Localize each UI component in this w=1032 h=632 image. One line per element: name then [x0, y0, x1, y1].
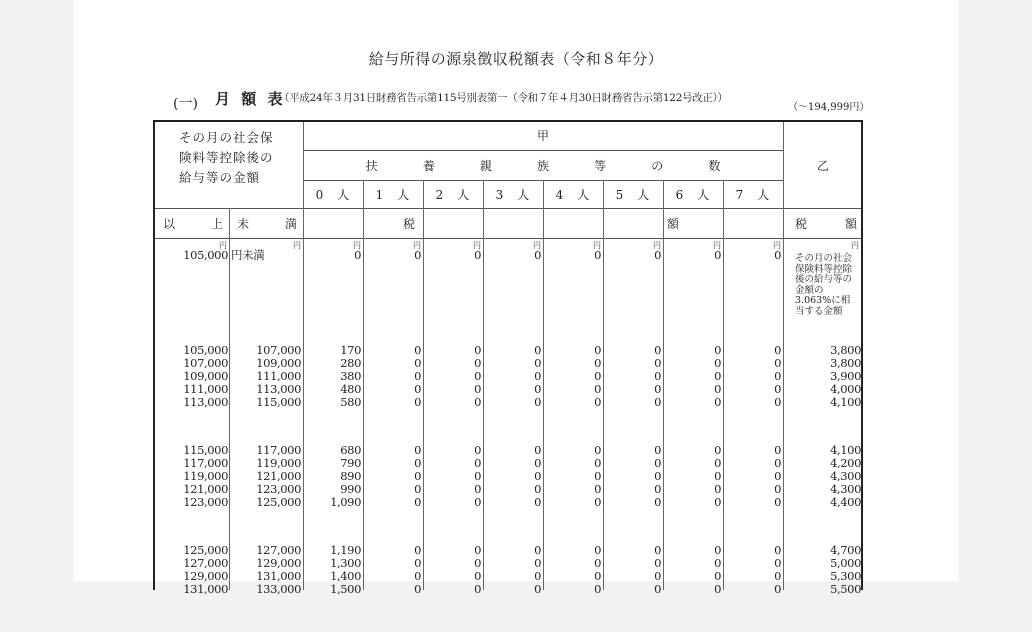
table-cell: 580 [340, 395, 361, 409]
header-line: 険料等控除後の [179, 150, 274, 165]
row-group [711, 345, 781, 410]
table-cell: 0 [594, 469, 601, 483]
table-cell: 1,300 [330, 556, 361, 570]
table-cell: 0 [714, 495, 721, 509]
table-cell: 0 [774, 369, 781, 383]
header-tax-1: 税 [403, 217, 416, 231]
header-otsu-tax [795, 215, 857, 232]
table-cell: 0 [594, 343, 601, 357]
table-cell: 4,100 [830, 443, 861, 457]
unit-yen-label: 円 [293, 241, 301, 250]
section-number: (一) [173, 96, 198, 112]
header-ko: 甲 [536, 129, 549, 143]
cell: 0 [414, 248, 421, 262]
table-cell: 0 [534, 469, 541, 483]
table-cell: 0 [594, 456, 601, 470]
table-cell: 0 [714, 582, 721, 596]
table-cell: 123,000 [256, 482, 301, 496]
table-cell: 0 [654, 395, 661, 409]
table-cell: 115,000 [183, 443, 228, 457]
cell: 105,000 [183, 248, 228, 262]
table-cell: 0 [414, 482, 421, 496]
column-min [158, 240, 228, 632]
dependents-label-char: 数 [708, 159, 721, 173]
table-cell: 0 [714, 343, 721, 357]
document-page [73, 0, 959, 596]
row-group [158, 445, 228, 510]
table-cell: 0 [534, 456, 541, 470]
table-cell: 0 [714, 469, 721, 483]
table-cell: 0 [474, 395, 481, 409]
table-cell: 0 [714, 382, 721, 396]
table-cell: 380 [340, 369, 361, 383]
unit-yen-label: 円 [353, 241, 361, 250]
table-cell: 0 [534, 356, 541, 370]
table-cell: 4,300 [830, 482, 861, 496]
table-cell: 121,000 [183, 482, 228, 496]
section-title: 月 額 表 [215, 90, 286, 108]
table-cell: 990 [340, 482, 361, 496]
dependents-column-header: 4 人 [555, 188, 591, 202]
table-cell: 1,190 [330, 543, 361, 557]
table-cell: 4,300 [830, 469, 861, 483]
header-min [163, 215, 223, 232]
table-cell: 0 [414, 556, 421, 570]
cell: 0 [534, 248, 541, 262]
table-cell: 0 [474, 582, 481, 596]
dependents-column-header: 2 人 [435, 188, 471, 202]
range-note: （～194,999円） [788, 102, 870, 113]
table-cell: 0 [654, 356, 661, 370]
table-cell: 0 [414, 369, 421, 383]
table-cell: 0 [414, 582, 421, 596]
unit-yen-label: 円 [851, 241, 859, 250]
table-cell: 0 [474, 343, 481, 357]
table-cell: 0 [654, 469, 661, 483]
divider [303, 150, 783, 151]
table-cell: 0 [534, 369, 541, 383]
table-cell: 111,000 [183, 382, 228, 396]
header-dependents [303, 157, 783, 174]
table-cell: 0 [594, 369, 601, 383]
divider [155, 238, 861, 239]
table-cell: 133,000 [256, 582, 301, 596]
divider [229, 208, 230, 590]
table-cell: 790 [340, 456, 361, 470]
table-cell: 0 [654, 369, 661, 383]
header-amount-label [155, 122, 303, 210]
table-cell: 0 [714, 556, 721, 570]
table-cell: 117,000 [183, 456, 228, 470]
dependents-column-header: 0 人 [315, 188, 351, 202]
table-cell: 0 [414, 356, 421, 370]
unit-yen-label: 円 [713, 241, 721, 250]
cell: 0 [354, 248, 361, 262]
table-cell: 0 [534, 543, 541, 557]
row-group [158, 345, 228, 410]
row-group [791, 545, 861, 597]
withholding-tax-table [153, 120, 863, 596]
row-group [791, 445, 861, 510]
table-cell: 4,200 [830, 456, 861, 470]
dependents-label-char: 等 [594, 159, 607, 173]
divider [783, 122, 784, 590]
table-cell: 113,000 [256, 382, 301, 396]
table-cell: 127,000 [256, 543, 301, 557]
table-cell: 0 [774, 456, 781, 470]
table-cell: 0 [414, 456, 421, 470]
table-cell: 0 [414, 569, 421, 583]
table-cell: 4,400 [830, 495, 861, 509]
table-cell: 4,100 [830, 395, 861, 409]
table-cell: 0 [594, 443, 601, 457]
table-cell: 115,000 [256, 395, 301, 409]
table-cell: 0 [414, 443, 421, 457]
table-cell: 0 [774, 343, 781, 357]
dependents-column-header: 7 人 [735, 188, 771, 202]
table-cell: 111,000 [256, 369, 301, 383]
table-cell: 0 [594, 543, 601, 557]
table-cell: 0 [414, 395, 421, 409]
table-cell: 0 [774, 569, 781, 583]
table-cell: 4,000 [830, 382, 861, 396]
table-cell: 0 [714, 443, 721, 457]
dependents-label-char: 親 [479, 159, 492, 173]
table-cell: 0 [654, 543, 661, 557]
table-cell: 480 [340, 382, 361, 396]
row-group [711, 445, 781, 510]
cell: 0 [714, 248, 721, 262]
table-cell: 0 [474, 543, 481, 557]
table-cell: 0 [654, 495, 661, 509]
table-cell: 0 [474, 356, 481, 370]
table-cell: 0 [414, 343, 421, 357]
header-line: その月の社会保 [179, 130, 274, 145]
unit-yen-label: 円 [653, 241, 661, 250]
document-title: 給与所得の源泉徴収税額表（令和８年分） [368, 50, 664, 68]
table-cell: 0 [414, 382, 421, 396]
table-cell: 0 [474, 482, 481, 496]
table-cell: 0 [654, 456, 661, 470]
table-cell: 129,000 [256, 556, 301, 570]
table-cell: 0 [774, 395, 781, 409]
table-cell: 0 [474, 569, 481, 583]
cell: 0 [654, 248, 661, 262]
table-cell: 0 [774, 469, 781, 483]
table-cell: 0 [774, 582, 781, 596]
table-cell: 0 [474, 369, 481, 383]
table-cell: 0 [654, 382, 661, 396]
header-min-char: 上 [210, 217, 223, 231]
table-cell: 0 [594, 582, 601, 596]
table-cell: 0 [474, 495, 481, 509]
header-max [237, 215, 297, 232]
row-group [711, 545, 781, 597]
table-cell: 0 [654, 582, 661, 596]
table-cell: 0 [654, 569, 661, 583]
table-cell: 0 [474, 556, 481, 570]
table-cell: 0 [474, 469, 481, 483]
dependents-column-header: 1 人 [375, 188, 411, 202]
dependents-column-header: 6 人 [675, 188, 711, 202]
table-cell: 107,000 [256, 343, 301, 357]
table-cell: 280 [340, 356, 361, 370]
table-cell: 0 [774, 543, 781, 557]
table-cell: 0 [654, 482, 661, 496]
cell: 0 [774, 248, 781, 262]
section-reference: （平成24年３月31日財務省告示第115号別表第一（令和７年４月30日財務省告示第122号改正）） [279, 92, 728, 104]
section-heading [173, 88, 873, 114]
table-cell: 117,000 [256, 443, 301, 457]
header-otsu: 乙 [816, 159, 829, 173]
table-cell: 0 [534, 382, 541, 396]
table-cell: 107,000 [183, 356, 228, 370]
table-cell: 0 [714, 356, 721, 370]
table-cell: 0 [534, 569, 541, 583]
divider [155, 208, 861, 209]
dependents-column-header: 3 人 [495, 188, 531, 202]
table-cell: 0 [774, 495, 781, 509]
table-cell: 3,800 [830, 343, 861, 357]
table-cell: 0 [594, 482, 601, 496]
cell: 円未満 [231, 248, 265, 262]
row-group [158, 545, 228, 597]
header-min-char: 以 [163, 217, 176, 231]
table-cell: 105,000 [183, 343, 228, 357]
table-cell: 0 [654, 343, 661, 357]
dependents-label-char: の [651, 159, 664, 173]
dependents-column-header: 5 人 [615, 188, 651, 202]
header-otsu-tax-char: 税 [795, 217, 808, 231]
dependents-label-char: 扶 [365, 159, 378, 173]
table-cell: 119,000 [183, 469, 228, 483]
table-cell: 0 [414, 543, 421, 557]
table-cell: 0 [774, 443, 781, 457]
table-cell: 123,000 [183, 495, 228, 509]
table-cell: 0 [714, 369, 721, 383]
header-tax-2: 額 [667, 217, 680, 231]
table-cell: 125,000 [256, 495, 301, 509]
table-cell: 5,300 [830, 569, 861, 583]
table-cell: 121,000 [256, 469, 301, 483]
unit-yen-label: 円 [533, 241, 541, 250]
table-cell: 0 [714, 456, 721, 470]
header-otsu-tax-char: 額 [844, 217, 857, 231]
table-cell: 0 [594, 395, 601, 409]
table-cell: 0 [594, 569, 601, 583]
table-cell: 3,800 [830, 356, 861, 370]
table-cell: 113,000 [183, 395, 228, 409]
table-cell: 0 [594, 556, 601, 570]
table-cell: 131,000 [183, 582, 228, 596]
table-cell: 119,000 [256, 456, 301, 470]
table-cell: 1,500 [330, 582, 361, 596]
table-cell: 0 [594, 382, 601, 396]
table-cell: 1,400 [330, 569, 361, 583]
table-cell: 0 [714, 569, 721, 583]
table-cell: 890 [340, 469, 361, 483]
table-cell: 0 [774, 556, 781, 570]
table-cell: 0 [774, 382, 781, 396]
table-cell: 0 [534, 343, 541, 357]
table-cell: 5,000 [830, 556, 861, 570]
table-cell: 680 [340, 443, 361, 457]
table-cell: 0 [534, 582, 541, 596]
unit-yen-label: 円 [413, 241, 421, 250]
cell: 0 [474, 248, 481, 262]
table-cell: 0 [474, 382, 481, 396]
table-cell: 131,000 [256, 569, 301, 583]
table-cell: 4,700 [830, 543, 861, 557]
table-cell: 0 [714, 543, 721, 557]
table-cell: 109,000 [183, 369, 228, 383]
table-cell: 109,000 [256, 356, 301, 370]
otsu-formula-note: その月の社会保険料等控除後の給与等の金額の3.063%に相当する金額 [795, 253, 853, 317]
unit-yen-label: 円 [593, 241, 601, 250]
dependents-label-char: 族 [536, 159, 549, 173]
table-cell: 0 [474, 456, 481, 470]
table-cell: 125,000 [183, 543, 228, 557]
unit-yen-label: 円 [773, 241, 781, 250]
unit-yen-label: 円 [219, 241, 227, 250]
table-cell: 1,090 [330, 495, 361, 509]
table-cell: 0 [414, 469, 421, 483]
table-cell: 0 [774, 356, 781, 370]
table-cell: 0 [714, 395, 721, 409]
table-cell: 0 [594, 495, 601, 509]
unit-yen-label: 円 [473, 241, 481, 250]
table-cell: 0 [534, 482, 541, 496]
row-group [791, 345, 861, 410]
table-cell: 0 [414, 495, 421, 509]
column-ko-7 [711, 240, 781, 632]
table-cell: 0 [534, 556, 541, 570]
table-cell: 5,500 [830, 582, 861, 596]
table-cell: 0 [534, 495, 541, 509]
table-cell: 0 [534, 395, 541, 409]
cell: 0 [594, 248, 601, 262]
header-max-char: 未 [237, 217, 250, 231]
table-cell: 127,000 [183, 556, 228, 570]
table-cell: 0 [714, 482, 721, 496]
table-cell: 3,900 [830, 369, 861, 383]
header-max-char: 満 [284, 217, 297, 231]
header-line: 給与等の金額 [179, 170, 261, 185]
table-cell: 0 [534, 443, 541, 457]
table-cell: 0 [474, 443, 481, 457]
table-cell: 170 [340, 343, 361, 357]
table-cell: 129,000 [183, 569, 228, 583]
table-cell: 0 [654, 443, 661, 457]
dependents-label-char: 養 [422, 159, 435, 173]
table-cell: 0 [774, 482, 781, 496]
table-cell: 0 [594, 356, 601, 370]
table-cell: 0 [654, 556, 661, 570]
